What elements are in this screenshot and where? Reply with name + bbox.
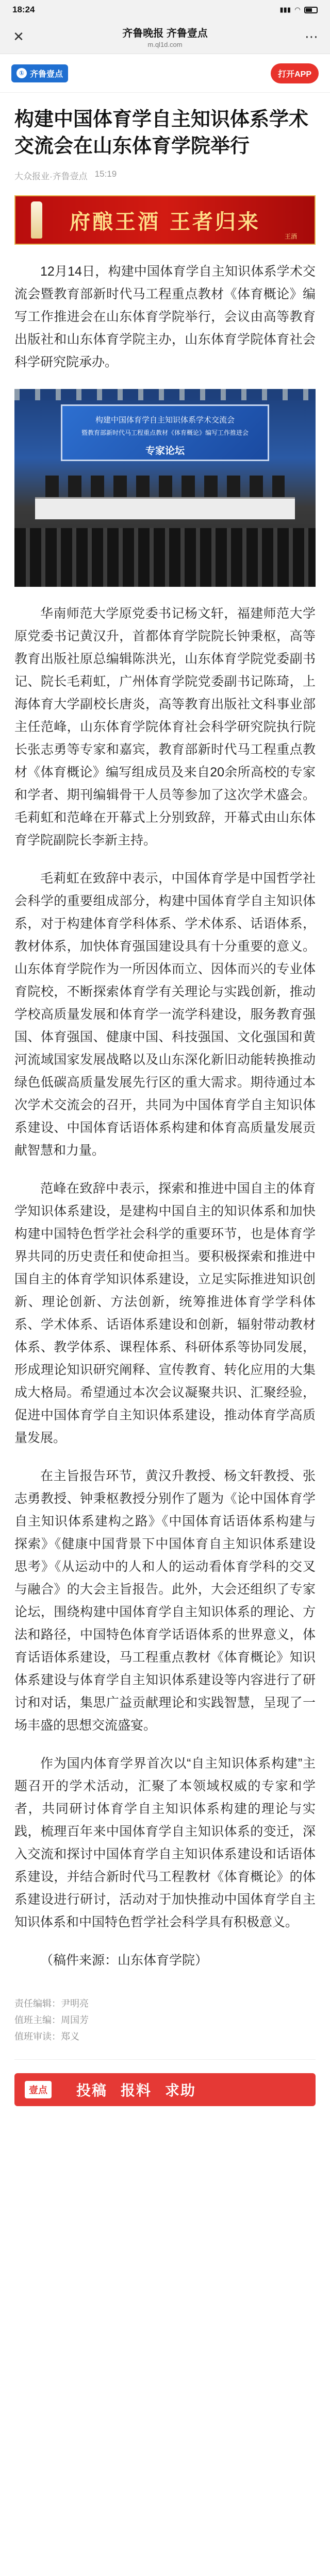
- article-source-note: （稿件来源：山东体育学院）: [40, 1953, 208, 1968]
- article-meta: [14, 169, 316, 182]
- tip-bar[interactable]: [14, 2073, 316, 2106]
- report-button[interactable]: 报料: [121, 2082, 152, 2098]
- screen-line-2: 暨教育部新时代马工程重点教材《体育概论》编写工作推进会: [81, 429, 249, 436]
- ad-banner-brand: 府酿王酒 王者归来: [70, 209, 260, 234]
- browser-url: m.ql1d.com: [147, 41, 183, 48]
- logo-mark-icon: ①: [16, 68, 27, 78]
- article-paragraph: 毛莉虹在致辞中表示，中国体育学是中国哲学社会科学的重要组成部分，构建中国体育学自主知识体系，对于构建体育学科体系、学术体系、话语体系，教材体系，加快体育强国建设具有十分重要的意义。山东体育学院作为一所因体而立、因体而兴的专业体育院校，不断探索体育学有关理论与实践创新，推动学校高质量发展和体育学一流学科建设，服务教育强国、体育强国、健康中国、科技强国、文化强国和黄河流域国家发展战略以及山东深化新旧动能转换推动绿色低碳高质量发展先行区的重大需求。期待通过本次学术交流会的召开，共同为中国体育学自主知识体系建设、中国体育话语体系构建和体育高质量发展贡献智慧和力量。: [14, 871, 316, 1158]
- app-header: [0, 54, 330, 93]
- review-editor: 值班审读：郑义: [14, 2031, 79, 2042]
- open-app-button[interactable]: 打开APP: [271, 63, 319, 83]
- more-icon[interactable]: ⋯: [305, 28, 318, 44]
- tip-items: [76, 2079, 196, 2100]
- status-time: 18:24: [12, 5, 35, 14]
- signal-icon: ▮▮▮: [279, 6, 291, 13]
- browser-bar: [0, 20, 330, 54]
- article-source: 大众报业·齐鲁壹点: [14, 172, 88, 181]
- article-paragraph: 范峰在致辞中表示，探索和推进中国自主的体育学知识体系建设，是建构中国自主的知识体系和加快构建中国特色哲学社会科学的重要环节，也是体育学界共同的历史责任和使命担当。要积极探索和推进中国自主的体育学知识体系建设，立足实际推进知识创新、理论创新、方法创新，统筹推进体育学学科体系、学术体系、话语体系建设和创新，辐射带动教材体系、教学体系、课程体系、科研体系等协同发展，形成理论知识研究阐释、宣传教育、转化应用的大集成大格局。希望通过本次会议凝聚共识、汇聚经验，促进中国体育学自主知识体系建设，推动体育学高质量发展。: [14, 1181, 316, 1445]
- bottle-icon: [31, 201, 42, 239]
- tip-logo: 壹点: [25, 2081, 52, 2098]
- article-paragraph: 华南师范大学原党委书记杨文轩，福建师范大学原党委书记黄汉升，首都体育学院院长钟秉枢，高等教育出版社原总编辑陈洪光，山东体育学院党委副书记、院长毛莉虹，广州体育学院党委副书记陈琦，上海体育大学副校长唐炎，高等教育出版社文科事业部主任范峰，山东体育学院体育社会科学研究院执行院长张志勇等专家和嘉宾，教育部新时代马工程重点教材《体育概论》编写组成员及来自20余所高校的专家和学者、期刊编辑骨干人员等参加了这次学术盛会。毛莉虹和范峰在开幕式上分别致辞，开幕式由山东体育学院副院长李新主持。: [14, 606, 316, 848]
- panel-members: [45, 476, 285, 500]
- article-paragraph: 12月14日，构建中国体育学自主知识体系学术交流会暨教育部新时代马工程重点教材《体育概论》编写工作推进会在山东体育学院举行，会议由高等教育出版社和山东体育学院主办，山东体育学院体育社会科学研究院承办。: [14, 264, 316, 369]
- article-title: 构建中国体育学自主知识体系学术交流会在山东体育学院举行: [14, 109, 309, 157]
- screen-line-3: 专家论坛: [145, 446, 185, 456]
- ad-banner-sub: 王酒: [284, 233, 297, 240]
- browser-page-title: 齐鲁晚报 齐鲁壹点: [122, 28, 208, 39]
- article-photo[interactable]: [14, 389, 316, 587]
- submit-button[interactable]: 投稿: [76, 2082, 108, 2098]
- chief-editor: 值班主编：周国芳: [14, 2015, 89, 2025]
- editor-credits: [14, 1995, 316, 2045]
- wifi-icon: ◠: [295, 6, 300, 13]
- browser-title: [122, 25, 208, 48]
- app-logo[interactable]: [11, 64, 68, 82]
- ad-banner[interactable]: [14, 195, 316, 245]
- responsible-editor: 责任编辑：尹明亮: [14, 1998, 89, 2009]
- divider: [14, 2059, 316, 2060]
- article: [0, 93, 330, 2106]
- panel-table: [35, 497, 295, 519]
- audience: [14, 528, 316, 587]
- battery-icon: [304, 7, 318, 13]
- stage-screen: [61, 404, 269, 461]
- close-icon[interactable]: ✕: [13, 28, 24, 44]
- help-button[interactable]: 求助: [165, 2082, 196, 2098]
- stage-lights: [14, 389, 316, 400]
- status-bar: [0, 0, 330, 20]
- article-paragraph: 作为国内体育学界首次以“自主知识体系构建”主题召开的学术活动，汇聚了本领域权威的专家和学者，共同研讨体育学自主知识体系构建的理论与实践，梳理百年来中国体育学自主知识体系的变迁，深入交流和探讨中国体育学自主知识体系建设和话语体系建设，并结合新时代马工程教材《体育概论》的体系建设进行研讨，活动对于加快推动中国体育学自主知识体系和中国特色哲学社会科学具有积极意义。: [14, 1756, 316, 1929]
- screen-line-1: 构建中国体育学自主知识体系学术交流会: [95, 416, 235, 425]
- app-logo-text: 齐鲁壹点: [30, 70, 63, 79]
- status-icons: [280, 6, 318, 14]
- article-paragraph: 在主旨报告环节，黄汉升教授、杨文轩教授、张志勇教授、钟秉枢教授分别作了题为《论中国体育学自主知识体系建构之路》《中国体育话语体系构建与探索》《健康中国背景下中国体育自主知识体系建设思考》《从运动中的人和人的运动看体育学科的交叉与融合》的大会主旨报告。此外，大会还组织了专家论坛，围绕构建中国体育学自主知识体系的理论、方法和路径，中国特色体育学话语体系的世界意义，体育话语体系建设，马工程重点教材《体育概论》知识体系建设与体育学自主知识体系建设等内容进行了研讨和对话，集思广益贡献理论和实践智慧，呈现了一场丰盛的思想交流盛宴。: [14, 1469, 316, 1733]
- article-time: 15:19: [94, 169, 117, 179]
